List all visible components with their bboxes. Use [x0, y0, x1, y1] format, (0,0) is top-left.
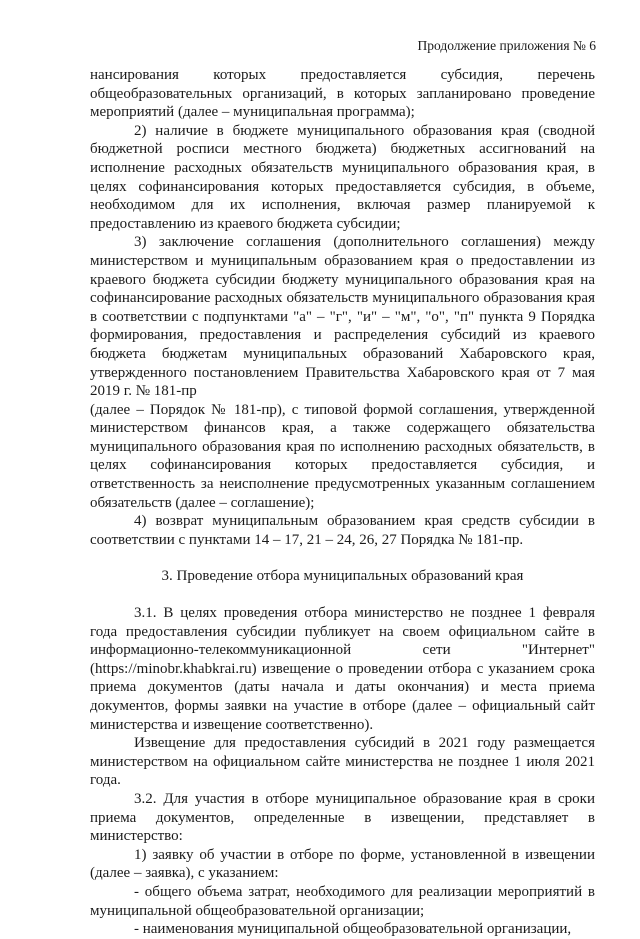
paragraph-announcement-2021: Извещение для предоставления субсидий в 2021 году размещается министерством на официальном сайте министерства не позднее 1 июля 2021 года. [90, 735, 595, 789]
page-header: Продолжение приложения № 6 [417, 38, 596, 53]
paragraph-organization-name: - наименования муниципальной общеобразовательной организации, [134, 921, 572, 938]
paragraph-application: 1) заявку об участии в отборе по форме, установленной в извещении (далее – заявка), с указанием: [90, 846, 595, 882]
document-body [90, 66, 595, 939]
paragraph-item-2: 2) наличие в бюджете муниципального образования края (сводной бюджетной росписи местного бюджета) бюджетных ассигнований на исполнение расходных обязательств муниципального образования края, в целях софинансирования которых предоставляется субсидия, в объеме, необходимом для их исполнения, включая размер планируемой к предоставлению из краевого бюджета субсидии; [90, 122, 595, 232]
paragraph-item-3: 3) заключение соглашения (дополнительного соглашения) между министерством и муниципальным образованием края о предоставлении из краевого бюджета субсидии бюджету муниципального образования края на софинансирование расходных обязательств муниципального образования края в соответствии с подпунктами "а" – "г", "и" – "м", "о", "п" пункта 9 Порядка формирования, предоставления и распределения субсидий из краевого бюджета бюджетам муниципальных образований Хабаровского края, утвержденного постановлением Правительства Хабаровского края от 7 мая 2019 г. № 181-пр [90, 234, 595, 400]
paragraph-item-3-continued: (далее – Порядок № 181-пр), с типовой формой соглашения, утвержденной министерством финансов края, а также содержащего обязательства муниципального образования края по исполнению расходных обязательств, в целях софинансирования которых предоставляется субсидия, и ответственность за неисполнение предусмотренных указанным соглашением обязательств (далее – соглашение); [90, 401, 595, 511]
paragraph-continuation: нансирования которых предоставляется субсидия, перечень общеобразовательных организаций, в которых запланировано проведение мероприятий (далее – муниципальная программа); [90, 67, 595, 121]
paragraph-3-2: 3.2. Для участия в отборе муниципальное образование края в сроки приема документов, определенные в извещении, представляет в министерство: [90, 790, 595, 845]
paragraph-3-1: 3.1. В целях проведения отбора министерство не позднее 1 февраля года предоставления субсидии публикует на своем официальном сайте в информационно-телекоммуникационной сети "Интернет" (https://minobr.khabkrai.ru) извещение о проведении отбора с указанием срока приема документов (даты начала и даты окончания) и места приема документов, формы заявки на участие в отборе (далее – официальный сайт министерства и извещение соответственно). [90, 605, 595, 733]
section-heading: 3. Проведение отбора муниципальных образований края [161, 568, 524, 585]
paragraph-item-4: 4) возврат муниципальным образованием края средств субсидии в соответствии с пунктами 14 – 17, 21 – 24, 26, 27 Порядка № 181-пр. [90, 513, 595, 548]
paragraph-total-costs: - общего объема затрат, необходимого для реализации мероприятий в муниципальной общеобразовательной организации; [90, 883, 595, 919]
